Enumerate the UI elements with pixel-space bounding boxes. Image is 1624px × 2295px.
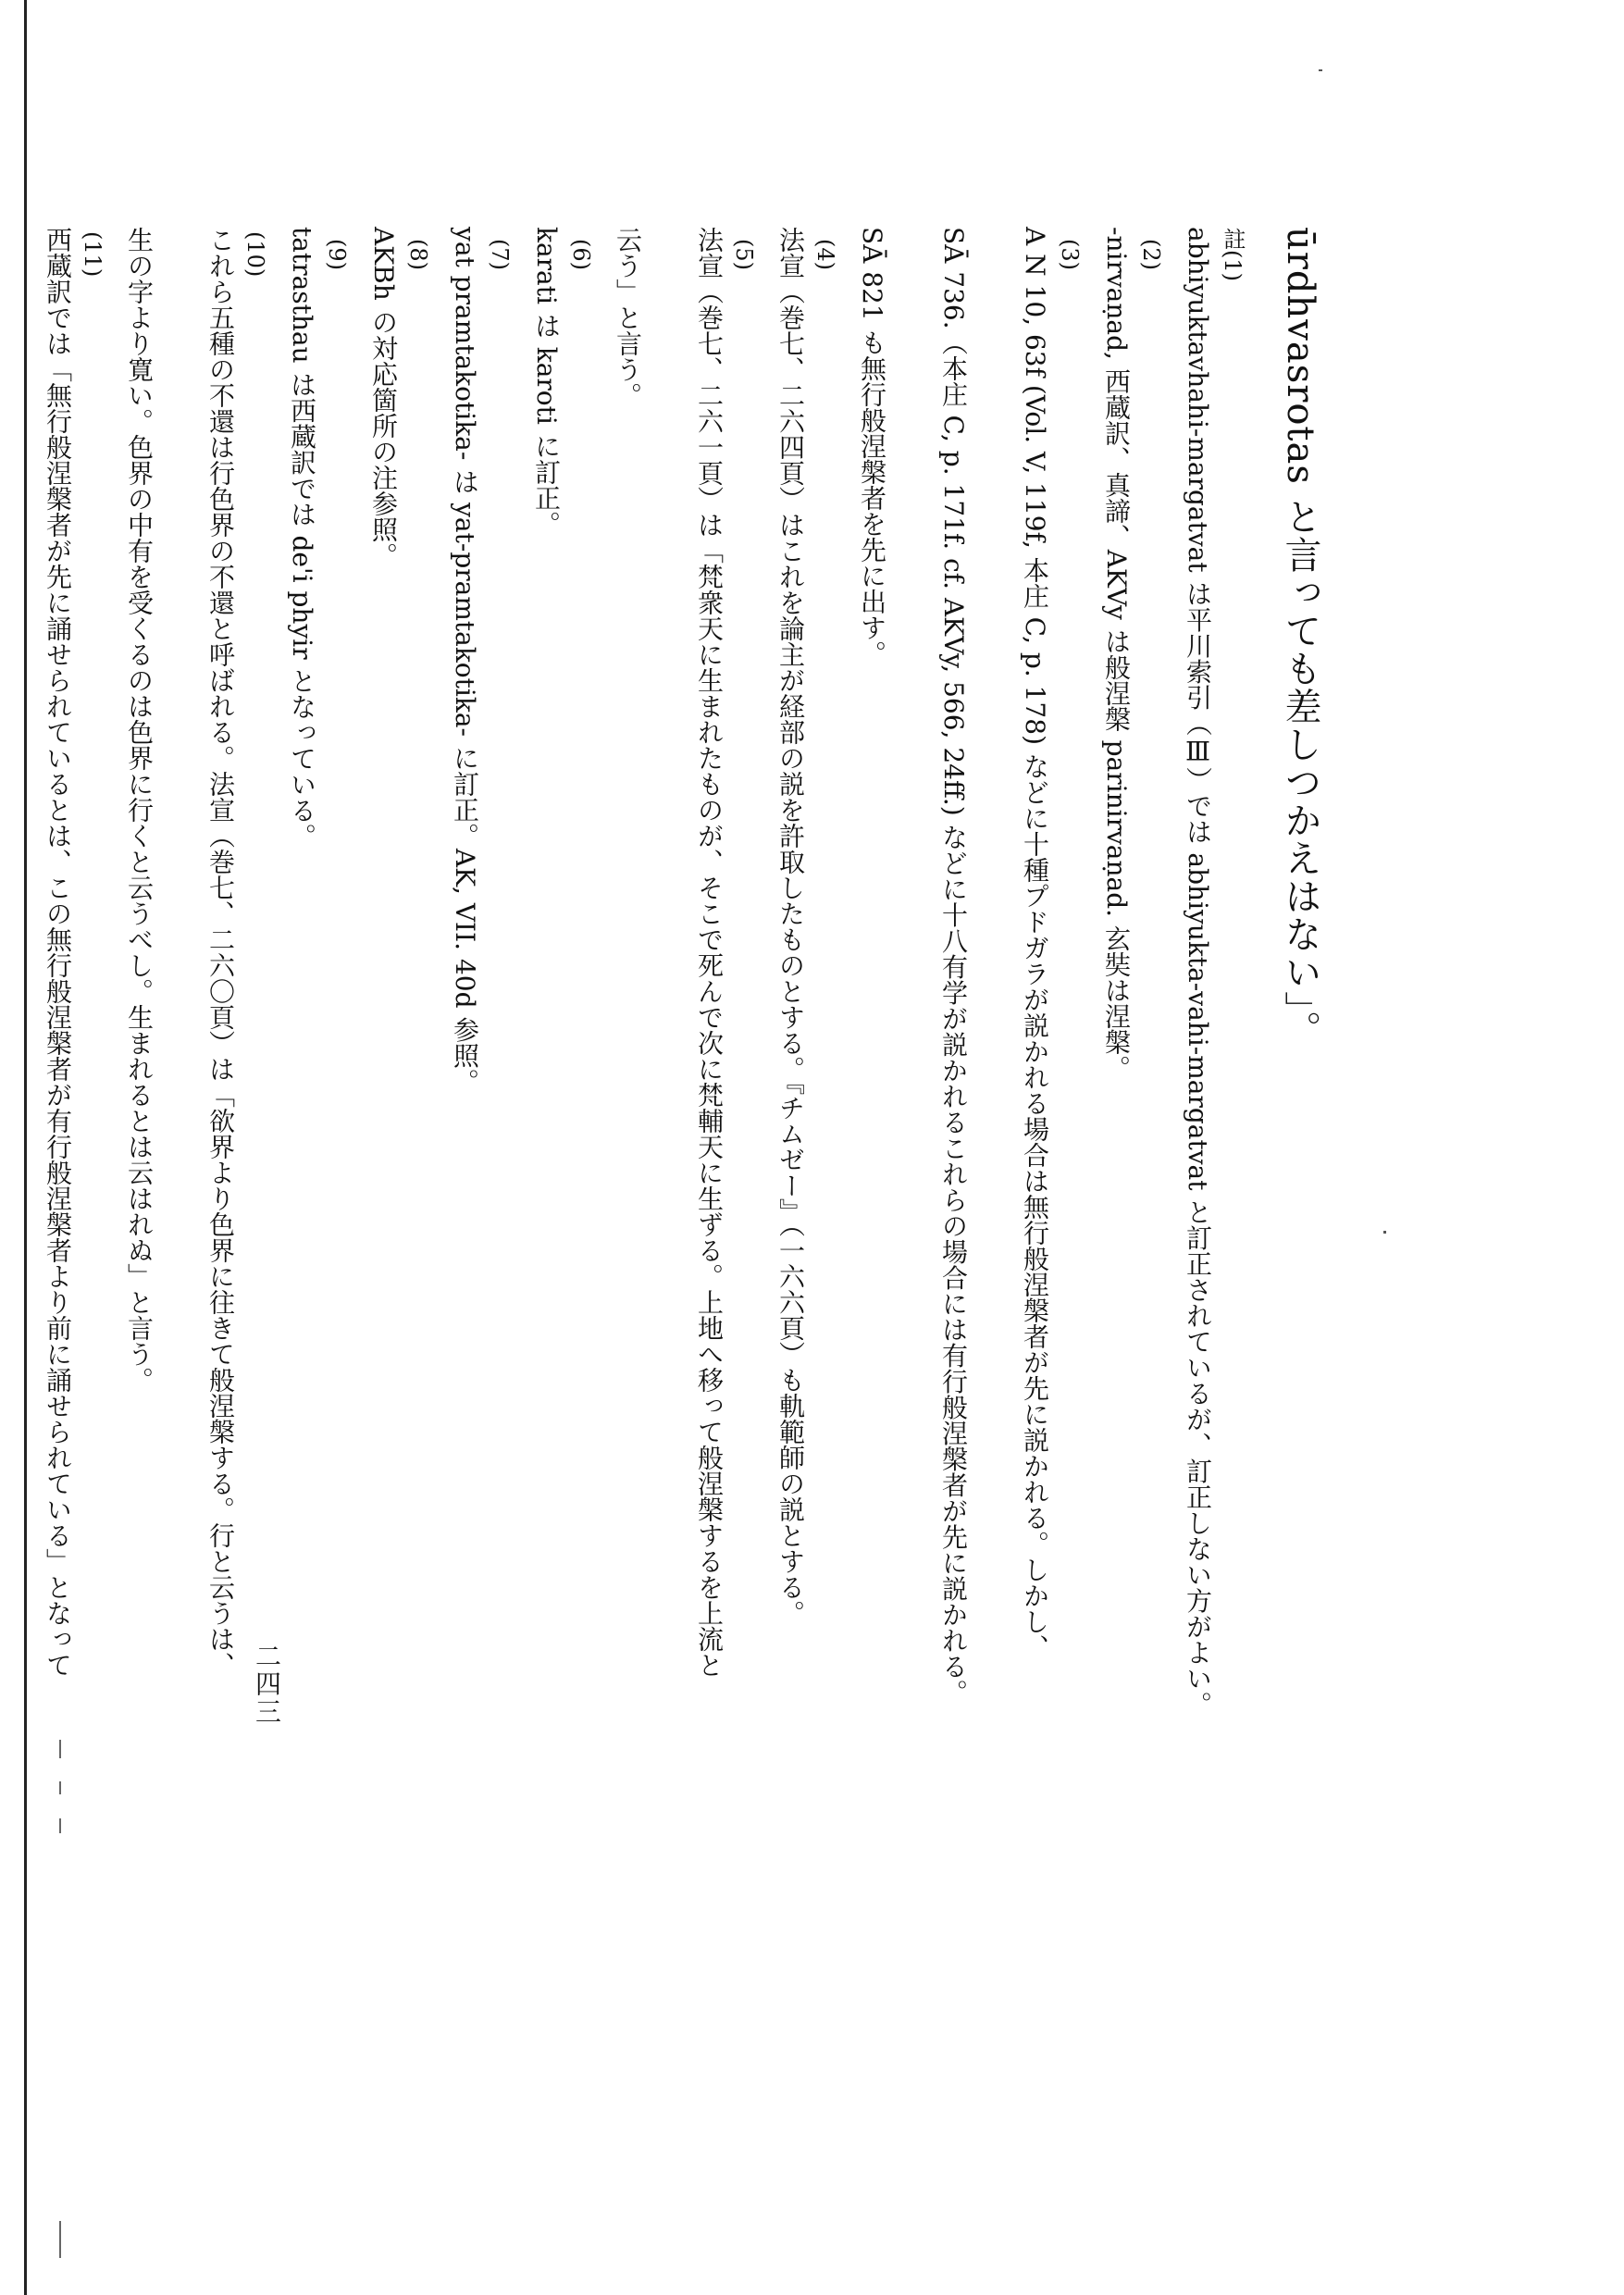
note-5 <box>691 227 762 2041</box>
note-label: (7) <box>487 239 513 270</box>
note-3 <box>1017 227 1087 2041</box>
note-6 <box>528 227 599 2041</box>
note-body <box>936 227 971 2041</box>
note-body <box>854 227 889 2041</box>
note-label: (2) <box>1138 239 1164 270</box>
note-line: SĀ 736.（本庄 C, p. 171f. cf. AKVy, 566, 24ff.) などに十八有学が説かれるこれらの場合には有行般涅槃者が先に説かれる。 <box>938 227 969 1706</box>
note-2 <box>1098 227 1169 2041</box>
note-11 <box>40 227 110 2041</box>
note-line: tatrasthau は西蔵訳では de'i phyir となっている。 <box>287 227 317 850</box>
note-11-continued <box>0 227 29 2041</box>
note-line: 云う」と言う。 <box>613 227 643 408</box>
note-label: (3) <box>1057 239 1083 270</box>
note-line: 生の字より寛い。色界の中有を受くるのは色界に行くと云うべし。生まれるとは云はれぬ」と言う。 <box>124 227 155 1393</box>
note-8 <box>366 227 436 2041</box>
note-body <box>1017 227 1052 2041</box>
note-line: AKBh の対応箇所の注参照。 <box>368 227 399 568</box>
note-body <box>1098 227 1134 2041</box>
note-body <box>284 227 319 2041</box>
note-body <box>366 227 401 2041</box>
note-body <box>528 227 564 2041</box>
note-line: yat pramtakotika- は yat-pramtakotika- に訂正。AK, VII. 40d 参照。 <box>450 227 480 1095</box>
note-line: SĀ 821 も無行般涅槃者を先に出す。 <box>857 227 887 666</box>
page-number: 二四三 <box>252 1643 282 1726</box>
note-line: karati は karoti に訂正。 <box>531 227 562 537</box>
margin-mark <box>59 2221 61 2258</box>
note-body <box>1180 227 1215 2041</box>
note-label: (9) <box>324 239 350 270</box>
heading-line: ūrdhvasrotas と言っても差しつかえはない」。 <box>1279 227 1321 1048</box>
note-body <box>121 227 156 2041</box>
note-10 <box>203 227 273 2041</box>
note-line: 法宣（巻七、二六一頁）は「梵衆天に生まれたものが、そこで死んで次に梵輔天に生ずる。上地へ移って般涅槃するを上流と <box>694 227 725 1678</box>
note-label: (6) <box>568 239 594 270</box>
note-label: (10) <box>242 231 268 278</box>
note-body <box>691 227 726 2041</box>
note-label: (4) <box>812 239 838 270</box>
note-label: 註(1) <box>1220 228 1246 281</box>
note-5-continued <box>610 227 680 2041</box>
note-1 <box>1180 227 1250 2041</box>
note-3-continued <box>854 227 924 2041</box>
note-body <box>610 227 645 2041</box>
note-line: これら五種の不還は行色界の不還と呼ばれる。法宣（巻七、二六〇頁）は「欲界より色界に往きて般涅槃する。行と云うは、 <box>205 227 236 1678</box>
note-3-continued <box>936 227 1006 2041</box>
note-body <box>203 227 238 2041</box>
note-7 <box>447 227 517 2041</box>
note-label: (8) <box>405 239 431 270</box>
scan-speck <box>1383 1231 1386 1234</box>
scan-speck <box>1319 69 1322 71</box>
note-line: 法宣（巻七、二六四頁）はこれを論主が経部の説を許取したものとする。『チムゼー』（一六六頁）も軌範師の説とする。 <box>775 227 806 1626</box>
note-4 <box>773 227 843 2041</box>
note-9 <box>284 227 354 2041</box>
note-line: abhiyuktavhahi-margatvat は平川索引（Ⅲ）では abhiyukta-vahi-margatvat と訂正されているが、訂正しない方がよい。 <box>1183 227 1213 1718</box>
note-body <box>40 227 75 2041</box>
note-line: 西蔵訳では「無行般涅槃者が先に誦せられているとは、この無行般涅槃者が有行般涅槃者より前に誦せられている」となって <box>43 227 73 1678</box>
note-line: A N 10, 63f (Vol. V, 119f, 本庄 C, p. 178) などに十種プドガラが説かれる場合は無行般涅槃者が先に説かれる。しかし、 <box>1020 227 1050 1660</box>
note-10-continued <box>121 227 192 2041</box>
note-label: (11) <box>80 231 105 278</box>
note-line: -nirvaṇad, 西蔵訳、真諦、AKVy は般涅槃 parinirvaṇad. 玄奘は涅槃。 <box>1101 227 1132 1081</box>
note-body <box>773 227 808 2041</box>
note-body <box>447 227 482 2041</box>
note-label: (5) <box>731 239 757 270</box>
